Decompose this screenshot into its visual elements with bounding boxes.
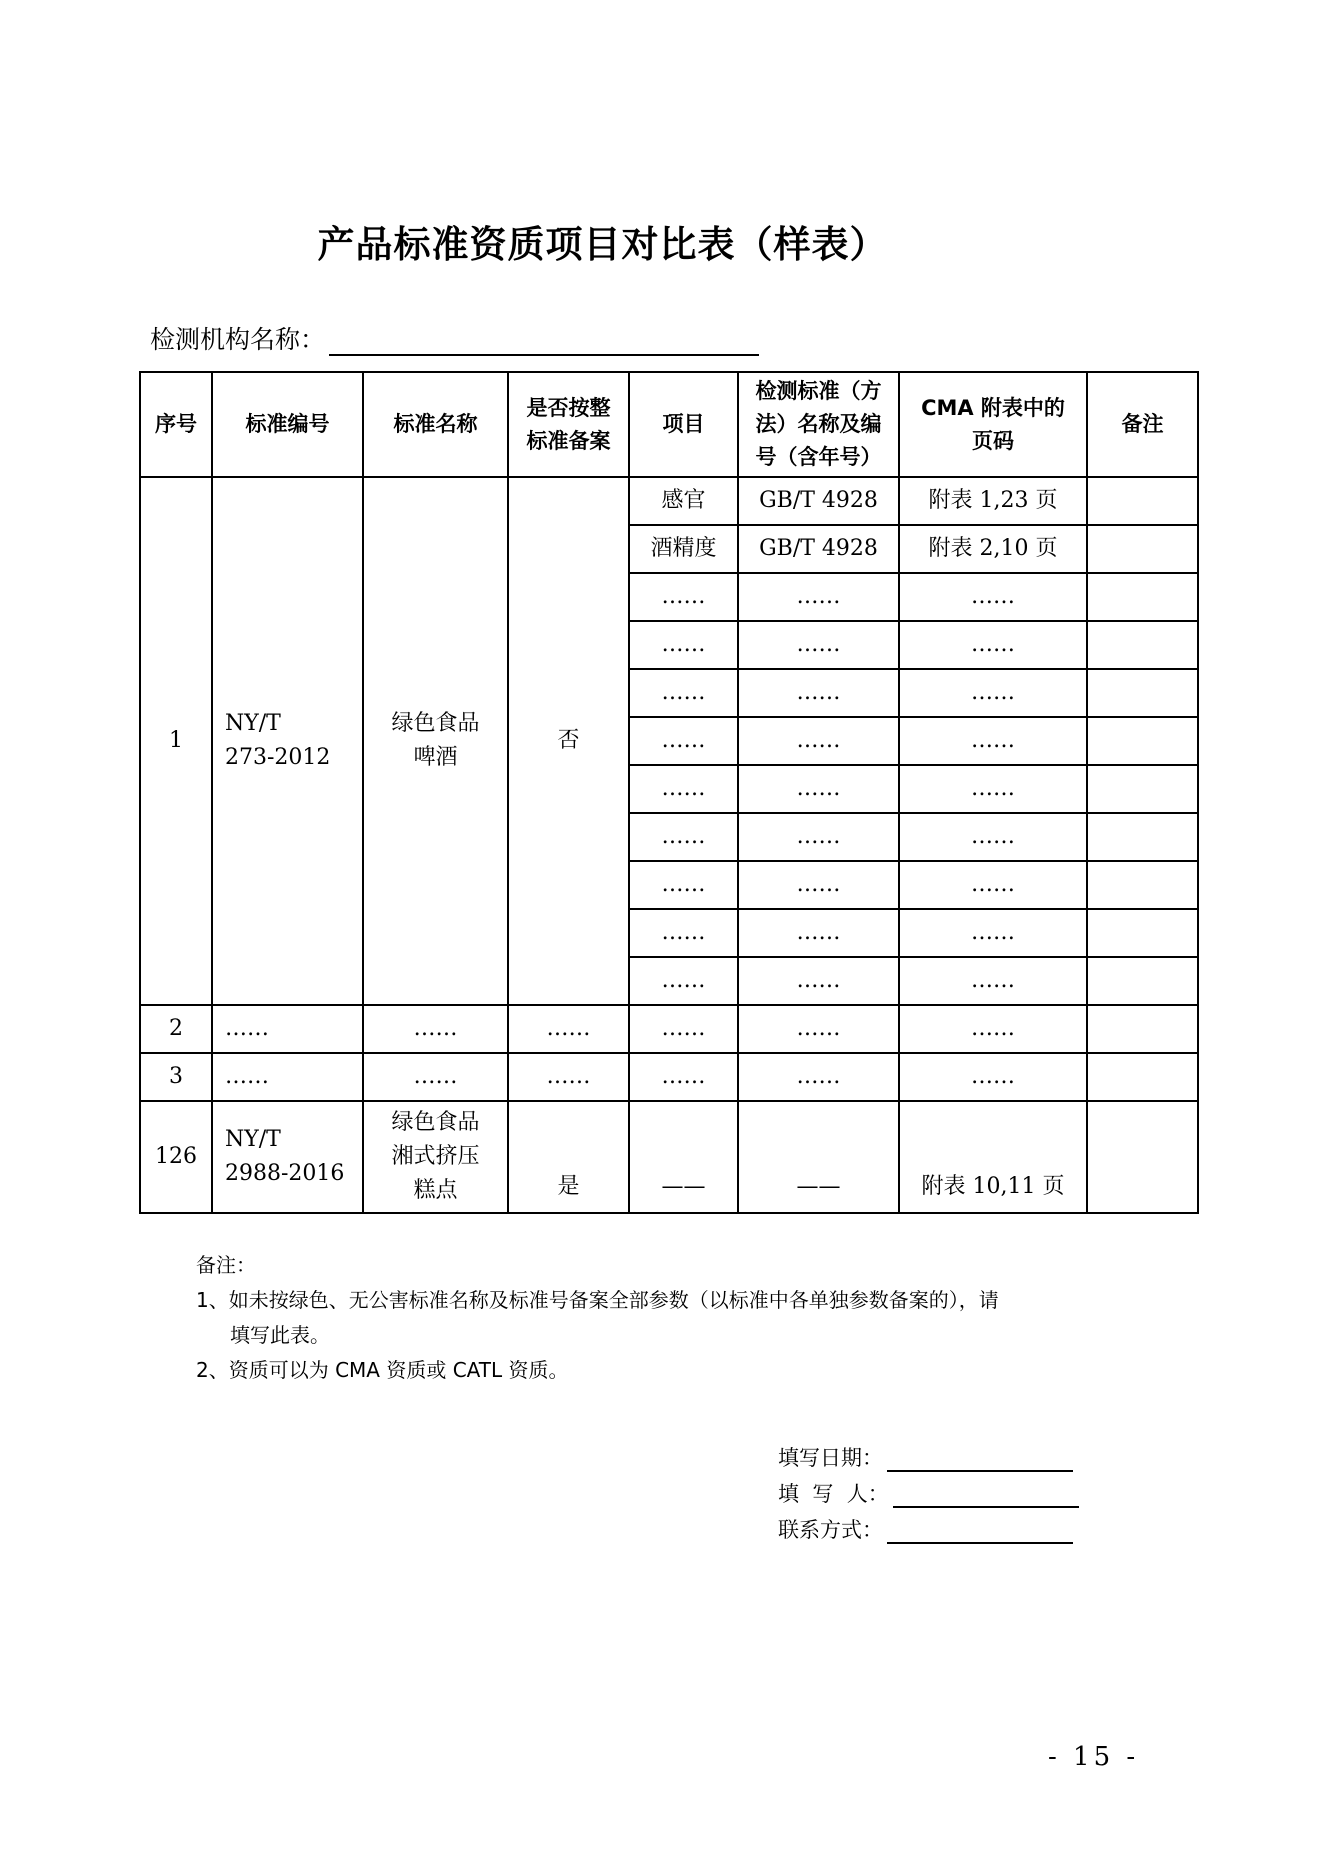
item-cell: 感官 bbox=[629, 477, 738, 525]
cma-cell: 附表 2,10 页 bbox=[899, 525, 1087, 573]
group1-std-no bbox=[212, 477, 363, 1005]
header-item: 项目 bbox=[629, 372, 738, 477]
filed-cell: …… bbox=[508, 1005, 629, 1053]
table-row bbox=[140, 1101, 1198, 1213]
contact-label: 联系方式： bbox=[778, 1518, 883, 1542]
method-cell: …… bbox=[738, 717, 899, 765]
item-cell: 酒精度 bbox=[629, 525, 738, 573]
cma-cell: …… bbox=[899, 669, 1087, 717]
cma-cell: …… bbox=[899, 1053, 1087, 1101]
remark-cell bbox=[1087, 573, 1198, 621]
item-cell: …… bbox=[629, 861, 738, 909]
item-cell: …… bbox=[629, 573, 738, 621]
header-remark: 备注 bbox=[1087, 372, 1198, 477]
method-cell: …… bbox=[738, 621, 899, 669]
method-cell: …… bbox=[738, 765, 899, 813]
std-name-line3: 糕点 bbox=[413, 1178, 458, 1203]
std-name-cell: …… bbox=[363, 1005, 508, 1053]
item-cell: —— bbox=[629, 1101, 738, 1213]
cma-cell: …… bbox=[899, 1005, 1087, 1053]
std-no-cell: …… bbox=[212, 1005, 363, 1053]
method-cell: …… bbox=[738, 669, 899, 717]
group1-std-no-line1: NY/T bbox=[225, 711, 281, 736]
table-row bbox=[140, 1005, 1198, 1053]
filed-cell: …… bbox=[508, 1053, 629, 1101]
std-no-cell: …… bbox=[212, 1053, 363, 1101]
item-cell: …… bbox=[629, 1053, 738, 1101]
note-1-continued: 填写此表。 bbox=[230, 1323, 330, 1347]
group1-std-name bbox=[363, 477, 508, 1005]
method-cell: …… bbox=[738, 909, 899, 957]
filler-line bbox=[778, 1478, 1079, 1508]
fill-date-line bbox=[778, 1442, 1073, 1472]
fill-date-label: 填写日期： bbox=[778, 1446, 883, 1470]
cma-cell: …… bbox=[899, 813, 1087, 861]
note-1: 1、如未按绿色、无公害标准名称及标准号备案全部参数（以标准中各单独参数备案的），请 bbox=[196, 1288, 999, 1312]
fill-date-blank bbox=[887, 1448, 1073, 1472]
item-cell: …… bbox=[629, 621, 738, 669]
header-cma bbox=[899, 372, 1087, 477]
group1-seq: 1 bbox=[140, 477, 212, 1005]
remark-cell bbox=[1087, 525, 1198, 573]
std-no-cell bbox=[212, 1101, 363, 1213]
remark-cell bbox=[1087, 1053, 1198, 1101]
item-cell: …… bbox=[629, 909, 738, 957]
cma-cell: …… bbox=[899, 957, 1087, 1005]
std-no-line1: NY/T bbox=[225, 1127, 281, 1152]
filler-blank bbox=[893, 1484, 1079, 1508]
method-cell: …… bbox=[738, 1053, 899, 1101]
cma-cell: …… bbox=[899, 861, 1087, 909]
note-2: 2、资质可以为 CMA 资质或 CATL 资质。 bbox=[196, 1358, 569, 1382]
filed-cell: 是 bbox=[508, 1101, 629, 1213]
remark-cell bbox=[1087, 477, 1198, 525]
method-cell: …… bbox=[738, 1005, 899, 1053]
item-cell: …… bbox=[629, 813, 738, 861]
std-name-cell: …… bbox=[363, 1053, 508, 1101]
seq-cell: 126 bbox=[140, 1101, 212, 1213]
org-name-label: 检测机构名称： bbox=[150, 325, 326, 354]
item-cell: …… bbox=[629, 765, 738, 813]
remark-cell bbox=[1087, 765, 1198, 813]
group1-std-name-line1: 绿色食品 bbox=[391, 711, 480, 736]
header-method-line3: 号（含年号） bbox=[755, 445, 882, 469]
remark-cell bbox=[1087, 669, 1198, 717]
method-cell: …… bbox=[738, 957, 899, 1005]
header-seq: 序号 bbox=[140, 372, 212, 477]
header-filed bbox=[508, 372, 629, 477]
cma-cell: 附表 10,11 页 bbox=[899, 1101, 1087, 1213]
header-std-no: 标准编号 bbox=[212, 372, 363, 477]
remark-cell bbox=[1087, 621, 1198, 669]
header-filed-line2: 标准备案 bbox=[526, 428, 611, 453]
notes-heading: 备注： bbox=[196, 1253, 256, 1277]
notes-section bbox=[196, 1248, 1156, 1388]
cma-cell: …… bbox=[899, 765, 1087, 813]
org-name-blank bbox=[329, 330, 759, 356]
item-cell: …… bbox=[629, 1005, 738, 1053]
seq-cell: 2 bbox=[140, 1005, 212, 1053]
header-filed-line1: 是否按整 bbox=[526, 395, 611, 420]
cma-cell: 附表 1,23 页 bbox=[899, 477, 1087, 525]
remark-cell bbox=[1087, 1005, 1198, 1053]
std-name-cell bbox=[363, 1101, 508, 1213]
header-cma-line2: 页码 bbox=[972, 428, 1014, 453]
cma-cell: …… bbox=[899, 717, 1087, 765]
method-cell: …… bbox=[738, 861, 899, 909]
comparison-table bbox=[139, 371, 1199, 1214]
page-title: 产品标准资质项目对比表（样表） bbox=[317, 223, 888, 266]
remark-cell bbox=[1087, 861, 1198, 909]
std-no-line2: 2988-2016 bbox=[225, 1161, 345, 1186]
remark-cell bbox=[1087, 1101, 1198, 1213]
remark-cell bbox=[1087, 813, 1198, 861]
contact-line bbox=[778, 1514, 1073, 1544]
group1-std-no-line2: 273-2012 bbox=[225, 745, 331, 770]
remark-cell bbox=[1087, 909, 1198, 957]
item-cell: …… bbox=[629, 717, 738, 765]
item-cell: …… bbox=[629, 669, 738, 717]
group1-filed: 否 bbox=[508, 477, 629, 1005]
org-name-line bbox=[150, 320, 759, 356]
cma-cell: …… bbox=[899, 621, 1087, 669]
page-number: - 15 - bbox=[1048, 1742, 1140, 1772]
header-method-line2: 法）名称及编 bbox=[755, 412, 882, 436]
method-cell: …… bbox=[738, 573, 899, 621]
remark-cell bbox=[1087, 717, 1198, 765]
header-method-line1: 检测标准（方 bbox=[755, 379, 882, 403]
group1-std-name-line2: 啤酒 bbox=[413, 745, 458, 770]
item-cell: …… bbox=[629, 957, 738, 1005]
table-header-row bbox=[140, 372, 1198, 477]
contact-blank bbox=[887, 1520, 1073, 1544]
method-cell: —— bbox=[738, 1101, 899, 1213]
header-method bbox=[738, 372, 899, 477]
method-cell: GB/T 4928 bbox=[738, 477, 899, 525]
table-row bbox=[140, 1053, 1198, 1101]
seq-cell: 3 bbox=[140, 1053, 212, 1101]
method-cell: GB/T 4928 bbox=[738, 525, 899, 573]
cma-cell: …… bbox=[899, 909, 1087, 957]
cma-cell: …… bbox=[899, 573, 1087, 621]
std-name-line2: 湘式挤压 bbox=[391, 1144, 480, 1169]
header-std-name: 标准名称 bbox=[363, 372, 508, 477]
header-cma-line1: CMA 附表中的 bbox=[921, 395, 1065, 420]
method-cell: …… bbox=[738, 813, 899, 861]
std-name-line1: 绿色食品 bbox=[391, 1110, 480, 1135]
filler-label: 填 写 人： bbox=[778, 1482, 889, 1506]
table-row bbox=[140, 477, 1198, 525]
remark-cell bbox=[1087, 957, 1198, 1005]
